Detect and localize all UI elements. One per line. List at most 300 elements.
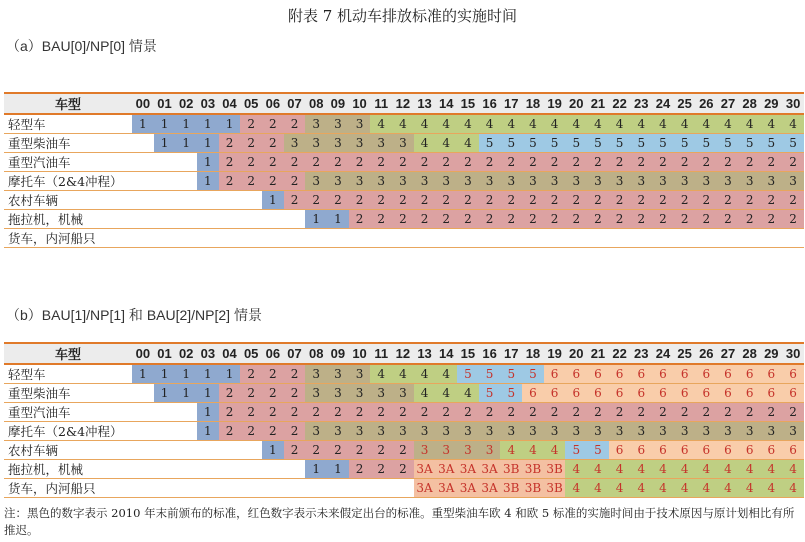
- standard-cell: 4: [739, 479, 761, 498]
- standard-cell: 2: [284, 422, 306, 441]
- row-label: 重型柴油车: [4, 384, 132, 403]
- standard-cell: [349, 229, 371, 248]
- standard-cell: 6: [565, 364, 587, 384]
- standard-cell: 3B: [544, 460, 566, 479]
- standard-cell: 4: [457, 384, 479, 403]
- standards-table-a: [4, 92, 804, 248]
- standard-cell: [175, 460, 197, 479]
- standard-cell: 6: [782, 441, 804, 460]
- standard-cell: 2: [240, 422, 262, 441]
- standard-cell: [154, 441, 176, 460]
- standard-cell: [132, 134, 154, 153]
- standard-cell: 3: [305, 384, 327, 403]
- standard-cell: 4: [609, 114, 631, 134]
- row-label: 轻型车: [4, 114, 132, 134]
- standard-cell: 4: [392, 114, 414, 134]
- standard-cell: 3: [760, 172, 782, 191]
- standard-cell: 2: [349, 210, 371, 229]
- standard-cell: 3: [327, 364, 349, 384]
- year-header: 02: [175, 343, 197, 364]
- standard-cell: 4: [370, 364, 392, 384]
- standard-cell: 2: [392, 403, 414, 422]
- table-row: [4, 384, 804, 403]
- standard-cell: 6: [717, 384, 739, 403]
- standard-cell: 2: [695, 153, 717, 172]
- standard-cell: 2: [392, 153, 414, 172]
- standard-cell: 2: [327, 191, 349, 210]
- standard-cell: 4: [674, 479, 696, 498]
- table-row: [4, 422, 804, 441]
- standard-cell: 2: [652, 191, 674, 210]
- standard-cell: 6: [760, 441, 782, 460]
- standard-cell: 2: [305, 153, 327, 172]
- standard-cell: [154, 172, 176, 191]
- standard-cell: [262, 229, 284, 248]
- row-label: 重型柴油车: [4, 134, 132, 153]
- standard-cell: 3B: [522, 479, 544, 498]
- standard-cell: 4: [414, 364, 436, 384]
- standard-cell: [219, 191, 241, 210]
- standard-cell: 3: [305, 422, 327, 441]
- standard-cell: 4: [414, 384, 436, 403]
- standard-cell: 3: [717, 172, 739, 191]
- standard-cell: 2: [435, 153, 457, 172]
- year-header: 15: [457, 343, 479, 364]
- standard-cell: [175, 191, 197, 210]
- standard-cell: 2: [630, 403, 652, 422]
- standard-cell: 4: [652, 479, 674, 498]
- year-header: 29: [760, 343, 782, 364]
- standard-cell: [154, 191, 176, 210]
- standard-cell: 5: [500, 364, 522, 384]
- standard-cell: 6: [522, 384, 544, 403]
- year-header: 01: [154, 93, 176, 114]
- standard-cell: 3B: [500, 460, 522, 479]
- standard-cell: 6: [565, 384, 587, 403]
- standard-cell: 3B: [500, 479, 522, 498]
- standard-cell: 2: [435, 403, 457, 422]
- standard-cell: 3: [565, 172, 587, 191]
- standard-cell: 2: [652, 153, 674, 172]
- standard-cell: 3: [305, 114, 327, 134]
- standard-cell: 2: [695, 403, 717, 422]
- table-row: [4, 134, 804, 153]
- standard-cell: 2: [284, 191, 306, 210]
- standard-cell: [305, 479, 327, 498]
- table-row: [4, 364, 804, 384]
- standard-cell: [175, 479, 197, 498]
- year-header: 06: [262, 343, 284, 364]
- standard-cell: [392, 479, 414, 498]
- standard-cell: 2: [717, 403, 739, 422]
- standard-cell: 3: [370, 134, 392, 153]
- table-row: [4, 479, 804, 498]
- standard-cell: 3: [630, 422, 652, 441]
- standard-cell: 6: [695, 364, 717, 384]
- standard-cell: 1: [132, 114, 154, 134]
- standard-cell: 2: [739, 403, 761, 422]
- standard-cell: [175, 422, 197, 441]
- standard-cell: 6: [695, 441, 717, 460]
- row-label: 农村车辆: [4, 191, 132, 210]
- standard-cell: 2: [500, 403, 522, 422]
- standard-cell: 3: [392, 134, 414, 153]
- year-header: 03: [197, 93, 219, 114]
- standard-cell: 5: [587, 134, 609, 153]
- standard-cell: [154, 229, 176, 248]
- standard-cell: [154, 403, 176, 422]
- standard-cell: 1: [219, 114, 241, 134]
- year-header: 23: [630, 343, 652, 364]
- standard-cell: 1: [197, 403, 219, 422]
- standard-cell: 2: [500, 191, 522, 210]
- standard-cell: 2: [219, 134, 241, 153]
- year-header: 04: [219, 93, 241, 114]
- standard-cell: [587, 229, 609, 248]
- standard-cell: 1: [175, 364, 197, 384]
- standard-cell: 3: [414, 172, 436, 191]
- standard-cell: 2: [219, 153, 241, 172]
- standard-cell: 3: [544, 172, 566, 191]
- standard-cell: 4: [587, 460, 609, 479]
- standard-cell: 2: [522, 403, 544, 422]
- table-row: [4, 441, 804, 460]
- header-row: [4, 343, 804, 364]
- standard-cell: 2: [392, 441, 414, 460]
- standard-cell: 6: [652, 441, 674, 460]
- standard-cell: 4: [392, 364, 414, 384]
- standard-cell: [284, 229, 306, 248]
- standard-cell: 2: [219, 422, 241, 441]
- standard-cell: 4: [435, 134, 457, 153]
- standard-cell: 5: [782, 134, 804, 153]
- standard-cell: 2: [240, 172, 262, 191]
- year-header: 22: [609, 93, 631, 114]
- standard-cell: [240, 229, 262, 248]
- standard-cell: [154, 479, 176, 498]
- year-header: 12: [392, 93, 414, 114]
- standard-cell: 2: [414, 403, 436, 422]
- year-header: 07: [284, 93, 306, 114]
- standard-cell: 6: [630, 384, 652, 403]
- standard-cell: [219, 441, 241, 460]
- standard-cell: [132, 210, 154, 229]
- year-header: 20: [565, 93, 587, 114]
- standard-cell: 2: [262, 422, 284, 441]
- standard-cell: 1: [262, 441, 284, 460]
- year-header: 24: [652, 343, 674, 364]
- standard-cell: 5: [587, 441, 609, 460]
- standard-cell: 5: [500, 384, 522, 403]
- standard-cell: 3: [565, 422, 587, 441]
- standard-cell: 4: [587, 114, 609, 134]
- standard-cell: 3: [305, 364, 327, 384]
- standard-cell: 3: [284, 134, 306, 153]
- standard-cell: [760, 229, 782, 248]
- standard-cell: [544, 229, 566, 248]
- standard-cell: [219, 460, 241, 479]
- standard-cell: 2: [587, 153, 609, 172]
- standard-cell: 1: [197, 114, 219, 134]
- standard-cell: 2: [284, 153, 306, 172]
- standard-cell: [695, 229, 717, 248]
- standard-cell: 3: [349, 134, 371, 153]
- standard-cell: 4: [522, 114, 544, 134]
- standard-cell: 2: [435, 210, 457, 229]
- standard-cell: [652, 229, 674, 248]
- standard-cell: 4: [630, 479, 652, 498]
- standard-cell: [175, 210, 197, 229]
- standard-cell: 2: [565, 210, 587, 229]
- table-row: [4, 229, 804, 248]
- year-header: 13: [414, 343, 436, 364]
- standard-cell: 2: [219, 384, 241, 403]
- standard-cell: 5: [674, 134, 696, 153]
- standard-cell: 2: [544, 191, 566, 210]
- standard-cell: 2: [565, 191, 587, 210]
- standard-cell: 4: [739, 114, 761, 134]
- standard-cell: 4: [435, 114, 457, 134]
- standard-cell: 4: [695, 114, 717, 134]
- standard-cell: 2: [760, 191, 782, 210]
- standard-cell: 2: [479, 210, 501, 229]
- year-header: 05: [240, 93, 262, 114]
- standard-cell: 2: [630, 153, 652, 172]
- table-row: [4, 191, 804, 210]
- year-header: 25: [674, 343, 696, 364]
- standard-cell: 3: [739, 422, 761, 441]
- panel-a-subtitle: （a）BAU[0]/NP[0] 情景: [6, 38, 157, 54]
- standard-cell: 3: [349, 364, 371, 384]
- standard-cell: 3: [609, 422, 631, 441]
- standard-cell: 2: [262, 403, 284, 422]
- standard-cell: [327, 479, 349, 498]
- standard-cell: 6: [587, 364, 609, 384]
- year-header: 17: [500, 343, 522, 364]
- standard-cell: [197, 441, 219, 460]
- year-header: 12: [392, 343, 414, 364]
- standard-cell: 4: [414, 114, 436, 134]
- year-header: 27: [717, 343, 739, 364]
- standard-cell: 4: [565, 460, 587, 479]
- standard-cell: [197, 210, 219, 229]
- standard-cell: 2: [782, 153, 804, 172]
- standard-cell: 2: [414, 210, 436, 229]
- standard-cell: 4: [695, 479, 717, 498]
- standard-cell: 3: [479, 172, 501, 191]
- year-header: 09: [327, 343, 349, 364]
- standard-cell: 2: [240, 134, 262, 153]
- standard-cell: 2: [392, 460, 414, 479]
- standard-cell: 2: [240, 364, 262, 384]
- year-header: 14: [435, 343, 457, 364]
- standard-cell: [240, 210, 262, 229]
- standard-cell: 6: [630, 364, 652, 384]
- standard-cell: [132, 191, 154, 210]
- header-vehicle-type: 车型: [4, 343, 132, 364]
- year-header: 08: [305, 343, 327, 364]
- standard-cell: 2: [327, 153, 349, 172]
- standard-cell: 6: [782, 384, 804, 403]
- standard-cell: 4: [609, 460, 631, 479]
- standard-cell: 2: [284, 364, 306, 384]
- standard-cell: 2: [717, 210, 739, 229]
- standard-cell: 4: [782, 114, 804, 134]
- standard-cell: 2: [782, 210, 804, 229]
- standard-cell: 2: [739, 210, 761, 229]
- standard-cell: 2: [587, 403, 609, 422]
- standard-cell: [197, 460, 219, 479]
- standard-cell: 3: [305, 134, 327, 153]
- standard-cell: 3: [305, 172, 327, 191]
- standard-cell: 2: [262, 153, 284, 172]
- standard-cell: [175, 403, 197, 422]
- standard-cell: [219, 479, 241, 498]
- standard-cell: 3A: [479, 460, 501, 479]
- standard-cell: 3: [435, 441, 457, 460]
- standard-cell: 2: [219, 172, 241, 191]
- standard-cell: 1: [327, 210, 349, 229]
- standard-cell: 2: [479, 153, 501, 172]
- year-header: 09: [327, 93, 349, 114]
- standard-cell: 6: [674, 384, 696, 403]
- standard-cell: 2: [370, 210, 392, 229]
- standard-cell: 3: [760, 422, 782, 441]
- standard-cell: 3: [349, 172, 371, 191]
- row-label: 货车，内河船只: [4, 229, 132, 248]
- standard-cell: 3A: [479, 479, 501, 498]
- standard-cell: 2: [739, 191, 761, 210]
- standard-cell: 2: [457, 191, 479, 210]
- standard-cell: 3: [327, 114, 349, 134]
- standard-cell: [284, 460, 306, 479]
- table-row: [4, 172, 804, 191]
- standard-cell: 2: [544, 153, 566, 172]
- year-header: 28: [739, 343, 761, 364]
- year-header: 08: [305, 93, 327, 114]
- standard-cell: [197, 191, 219, 210]
- standard-cell: [197, 229, 219, 248]
- standard-cell: 5: [544, 134, 566, 153]
- standard-cell: 4: [522, 441, 544, 460]
- standard-cell: 1: [175, 384, 197, 403]
- standard-cell: 3: [370, 422, 392, 441]
- standard-cell: 3: [349, 384, 371, 403]
- standard-cell: 5: [565, 134, 587, 153]
- standard-cell: 2: [695, 210, 717, 229]
- standard-cell: [327, 229, 349, 248]
- standard-cell: 4: [674, 114, 696, 134]
- standard-cell: 5: [522, 364, 544, 384]
- standard-cell: 3: [370, 384, 392, 403]
- standard-cell: 3: [457, 172, 479, 191]
- standard-cell: 3: [327, 172, 349, 191]
- standard-cell: 5: [479, 364, 501, 384]
- year-header: 26: [695, 343, 717, 364]
- standard-cell: [240, 441, 262, 460]
- standard-cell: 2: [674, 403, 696, 422]
- standard-cell: 3: [500, 172, 522, 191]
- standard-cell: 2: [370, 153, 392, 172]
- standard-cell: [132, 153, 154, 172]
- year-header: 11: [370, 93, 392, 114]
- table-row: [4, 210, 804, 229]
- standard-cell: 2: [652, 403, 674, 422]
- standard-cell: 1: [154, 384, 176, 403]
- standard-cell: 5: [739, 134, 761, 153]
- year-header: 19: [544, 93, 566, 114]
- standard-cell: 2: [565, 403, 587, 422]
- standard-cell: 4: [544, 441, 566, 460]
- standard-cell: 2: [349, 191, 371, 210]
- year-header: 18: [522, 343, 544, 364]
- standard-cell: 6: [544, 364, 566, 384]
- table-row: [4, 114, 804, 134]
- year-header: 00: [132, 93, 154, 114]
- standard-cell: [370, 479, 392, 498]
- standard-cell: 6: [782, 364, 804, 384]
- year-header: 03: [197, 343, 219, 364]
- standard-cell: 1: [197, 153, 219, 172]
- standard-cell: 1: [175, 114, 197, 134]
- standard-cell: 2: [240, 114, 262, 134]
- standard-cell: 1: [327, 460, 349, 479]
- standard-cell: 3A: [435, 479, 457, 498]
- standard-cell: 1: [305, 460, 327, 479]
- row-label: 拖拉机，机械: [4, 460, 132, 479]
- year-header: 28: [739, 93, 761, 114]
- standard-cell: 2: [262, 114, 284, 134]
- standard-cell: 6: [717, 364, 739, 384]
- standard-cell: 3A: [414, 460, 436, 479]
- standard-cell: 4: [652, 460, 674, 479]
- standard-cell: 4: [370, 114, 392, 134]
- footnote: 注：黑色的数字表示 2010 年末前颁布的标准，红色数字表示未来假定出台的标准。重型柴油车欧 4 和欧 5 标准的实施时间由于技术原因与原计划相比有所推迟。: [4, 506, 795, 537]
- standard-cell: 2: [370, 191, 392, 210]
- standard-cell: 6: [609, 364, 631, 384]
- standard-cell: 2: [609, 210, 631, 229]
- standard-cell: 2: [479, 403, 501, 422]
- standard-cell: 2: [760, 210, 782, 229]
- standard-cell: 2: [392, 191, 414, 210]
- standard-cell: 6: [674, 441, 696, 460]
- standard-cell: 1: [154, 114, 176, 134]
- standard-cell: 2: [674, 153, 696, 172]
- year-header: 14: [435, 93, 457, 114]
- standard-cell: 1: [154, 134, 176, 153]
- standard-cell: [284, 479, 306, 498]
- page-title: 附表 7 机动车排放标准的实施时间: [287, 7, 518, 25]
- standard-cell: 5: [695, 134, 717, 153]
- standard-cell: [479, 229, 501, 248]
- standard-cell: [219, 210, 241, 229]
- standard-cell: 3: [630, 172, 652, 191]
- standard-cell: 3: [609, 172, 631, 191]
- standard-cell: 5: [479, 384, 501, 403]
- row-label: 重型汽油车: [4, 153, 132, 172]
- standard-cell: 4: [500, 114, 522, 134]
- standard-cell: 2: [305, 441, 327, 460]
- standard-cell: 2: [717, 153, 739, 172]
- standard-cell: 2: [630, 210, 652, 229]
- standard-cell: [197, 479, 219, 498]
- year-header: 23: [630, 93, 652, 114]
- standard-cell: 3: [327, 422, 349, 441]
- standard-cell: [349, 479, 371, 498]
- standard-cell: 3B: [522, 460, 544, 479]
- standard-cell: [154, 422, 176, 441]
- standard-cell: [154, 460, 176, 479]
